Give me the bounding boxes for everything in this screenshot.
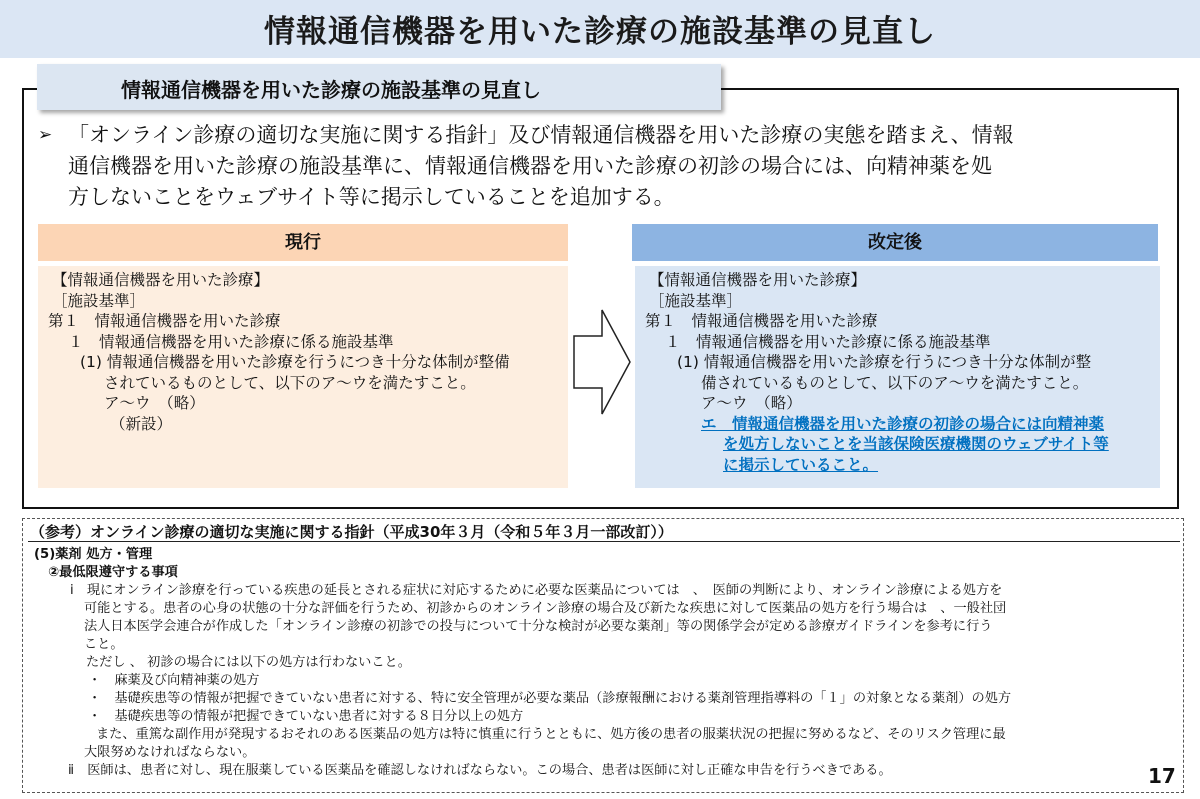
current-line: 【情報通信機器を用いた診療】 [52,271,270,289]
reference-section: (5)薬剤 処方・管理 [34,547,153,562]
reference-line: 可能とする。患者の心身の状態の十分な評価を行うため、初診からのオンライン診療の場合及び新たな疾患に対して医薬品の処方を行う場合は 、一般社団 [84,601,1007,616]
current-line: （新設） [110,414,173,433]
intro-line: 通信機器を用いた診療の施設基準に、情報通信機器を用いた診療の初診の場合には、向精神薬を処 [68,154,992,178]
intro-line: 「オンライン診療の適切な実施に関する指針」及び情報通信機器を用いた診療の実態を踏まえ、情報 [68,123,1014,147]
revised-line: 第１ 情報通信機器を用いた診療 [645,312,878,330]
reference-body [34,546,1174,780]
revised-line: (1) 情報通信機器を用いた診療を行うにつき十分な体制が整 [677,353,1092,371]
added-line: エ 情報通信機器を用いた診療の初診の場合には向精神薬 [701,414,1105,433]
current-line: (1) 情報通信機器を用いた診療を行うにつき十分な体制が整備 [80,353,510,371]
current-line: ア～ウ （略） [104,394,205,412]
reference-line: こと。 [84,637,124,652]
page-number: 17 [1148,764,1176,788]
revised-heading: 改定後 [632,224,1158,261]
added-line: を処方しないことを当該保険医療機関のウェブサイト等 [723,435,1109,453]
reference-line: ⅰ 現にオンライン診療を行っている疾患の延長とされる症状に対応するために必要な医薬品については 、 医師の判断により、オンライン診療による処方を [70,583,1003,598]
reference-subsection: ②最低限遵守する事項 [48,565,178,580]
revised-text-box [635,266,1160,488]
page-title: 情報通信機器を用いた診療の施設基準の見直し [264,14,936,50]
reference-title: （参考）オンライン診療の適切な実施に関する指針（平成30年３月（令和５年３月一部改訂）） [30,523,673,541]
reference-line: ・ 基礎疾患等の情報が把握できていない患者に対する、特に安全管理が必要な薬品（診療報酬における薬剤管理指導料の「１」の対象となる薬剤）の処方 [88,691,1012,706]
revised-line: ア～ウ （略） [701,394,802,412]
reference-line: ただし 、 初診の場合には以下の処方は行わないこと。 [86,655,411,670]
reference-line: ・ 麻薬及び向精神薬の処方 [88,673,260,688]
arrow-bullet-icon: ➢ [38,125,53,145]
current-line: されているものとして、以下のア～ウを満たすこと。 [104,373,476,392]
reference-line: 大限努めなければならない。 [84,745,256,760]
reference-line: ⅱ 医師は、患者に対し、現在服薬している医薬品を確認しなければならない。この場合、患者は医師に対し正確な申告を行うべきである。 [68,763,892,778]
current-text-box [38,266,568,488]
current-line: 第１ 情報通信機器を用いた診療 [48,312,281,330]
reference-line: ・ 基礎疾患等の情報が把握できていない患者に対する８日分以上の処方 [88,709,524,724]
current-heading: 現行 [38,224,568,261]
reference-line: また、重篤な副作用が発現するおそれのある医薬品の処方は特に慎重に行うとともに、処方後の患者の服薬状況の把握に努めるなど、そのリスク管理に最 [96,727,1006,742]
revised-line: 【情報通信機器を用いた診療】 [649,271,867,289]
revised-line: ［施設基準］ [649,291,743,310]
intro-paragraph [38,120,1168,213]
revised-line: 備されているものとして、以下のア～ウを満たすこと。 [701,373,1089,392]
reference-line: 法人日本医学会連合が作成した「オンライン診療の初診での投与について十分な検討が必要な薬剤」等の関係学会が定める診療ガイドラインを参考に行う [84,619,993,634]
intro-line: 方しないことをウェブサイト等に掲示していることを追加する。 [68,185,675,209]
section-heading: 情報通信機器を用いた診療の施設基準の見直し [37,64,721,110]
right-arrow-icon [572,308,632,416]
revised-line: １ 情報通信機器を用いた診療に係る施設基準 [665,332,991,351]
current-line: ［施設基準］ [52,291,146,310]
added-line: に掲示していること。 [723,455,879,474]
reference-title-divider [28,541,1180,542]
current-line: １ 情報通信機器を用いた診療に係る施設基準 [68,332,394,351]
